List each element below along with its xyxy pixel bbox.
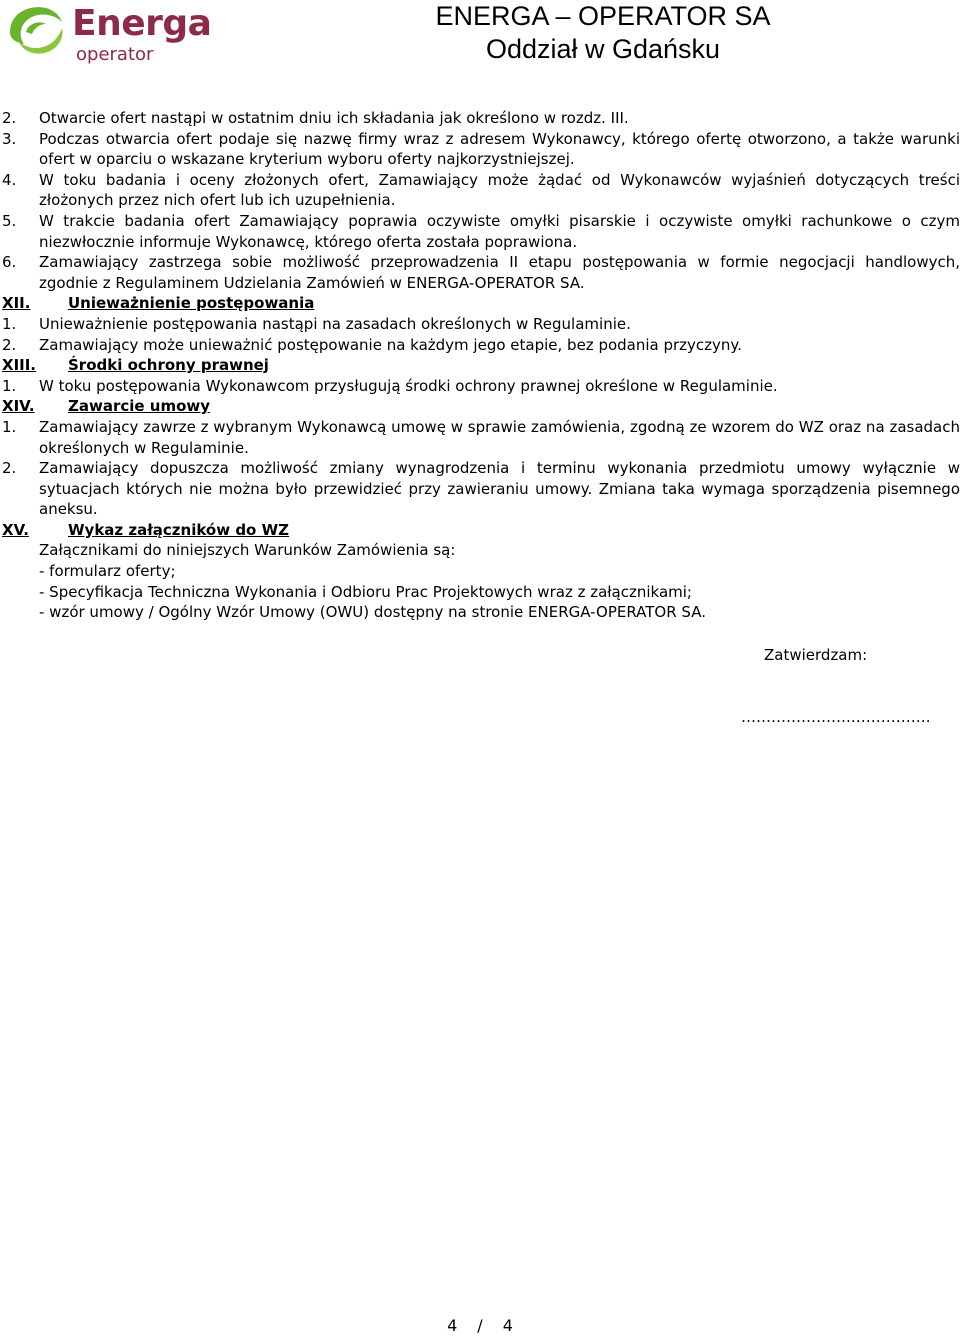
approval-label: Zatwierdzam: — [764, 646, 868, 664]
attachments-intro: Załącznikami do niniejszych Warunków Zamówienia są: — [39, 541, 456, 560]
attachment-item: - wzór umowy / Ogólny Wzór Umowy (OWU) dostępny na stronie ENERGA-OPERATOR SA. — [39, 603, 706, 622]
list-item — [0, 108, 960, 129]
item-text: Zamawiający zastrzega sobie możliwość przeprowadzenia II etapu postępowania w formie negocjacji handlowych, zgodnie z Regulaminem Udzielania Zamówień w ENERGA-OPERATOR SA. — [39, 253, 960, 292]
item-number: 4. — [2, 170, 17, 189]
item-text: W toku postępowania Wykonawcom przysługują środki ochrony prawnej określone w Regulaminie. — [39, 376, 778, 395]
section-heading-xv — [0, 520, 960, 541]
list-item — [0, 252, 960, 293]
item-number: 1. — [2, 376, 17, 395]
item-number: 1. — [2, 417, 17, 436]
list-item — [0, 458, 960, 520]
section-title: Unieważnienie postępowania — [68, 294, 315, 313]
section-number: XII. — [2, 294, 31, 313]
item-text: Zamawiający może unieważnić postępowanie na każdym jego etapie, bez podania przyczyny. — [39, 335, 742, 354]
section-title: Wykaz załączników do WZ — [68, 520, 290, 539]
item-text: W toku badania i oceny złożonych ofert, Zamawiający może żądać od Wykonawców wyjaśnień dotyczących treści złożonych przez nich ofert lub ich uzupełnienia. — [39, 170, 960, 210]
list-item — [0, 417, 960, 458]
page-header — [0, 0, 960, 80]
logo-energa-text: Energa — [72, 3, 212, 44]
item-text: W trakcie badania ofert Zamawiający poprawia oczywiste omyłki pisarskie i oczywiste omyłki rachunkowe o czym niezwłocznie informuje Wykonawcę, którego oferta została poprawiona. — [39, 211, 960, 251]
section-heading-xii — [0, 293, 960, 314]
item-number: 5. — [2, 211, 17, 230]
page-separator: / — [477, 1316, 483, 1335]
logo-operator-text: operator — [76, 44, 154, 65]
item-number: 6. — [2, 253, 17, 272]
company-name: ENERGA – OPERATOR SA — [435, 1, 771, 31]
section-heading-xiv — [0, 396, 960, 417]
list-item — [0, 314, 960, 335]
list-item — [0, 376, 960, 397]
branch-name: Oddział w Gdańsku — [485, 34, 721, 64]
attachment-item: - formularz oferty; — [39, 562, 176, 581]
section-title: Środki ochrony prawnej — [68, 356, 269, 375]
attachment-item: - Specyfikacja Techniczna Wykonania i Odbioru Prac Projektowych wraz z załącznikami; — [39, 582, 692, 601]
item-text: Unieważnienie postępowania nastąpi na zasadach określonych w Regulaminie. — [39, 314, 631, 333]
list-item — [0, 335, 960, 356]
page-number: 4 — [447, 1316, 458, 1335]
section-number: XIII. — [2, 356, 37, 375]
item-number: 2. — [2, 335, 17, 354]
energa-operator-logo — [4, 2, 212, 68]
section-number: XV. — [2, 520, 29, 539]
section-heading-xiii — [0, 355, 960, 376]
list-item — [0, 170, 960, 211]
energa-swirl-icon — [4, 2, 66, 60]
section-number: XIV. — [2, 397, 35, 416]
item-number: 1. — [2, 314, 17, 333]
page-total: 4 — [502, 1316, 513, 1335]
page-footer — [0, 1316, 960, 1335]
document-body — [0, 108, 960, 623]
item-number: 2. — [2, 109, 17, 127]
signature-line: ………………….……………. — [741, 708, 931, 726]
list-item — [0, 211, 960, 252]
section-title: Zawarcie umowy — [68, 397, 211, 416]
item-number: 2. — [2, 459, 17, 478]
item-text: Zamawiający dopuszcza możliwość zmiany wynagrodzenia i terminu wykonania przedmiotu umowy wyłącznie w sytuacjach których nie można było przewidzieć przy zawieraniu umowy. Zmiana taka wymaga sporządzenia pisemnego aneksu. — [39, 459, 960, 519]
item-text: Podczas otwarcia ofert podaje się nazwę firmy wraz z adresem Wykonawcy, którego ofertę otworzono, a także warunki ofert w oparciu o wskazane kryterium wyboru oferty najkorzystniejszej. — [39, 129, 960, 169]
item-number: 3. — [2, 129, 17, 148]
item-text: Otwarcie ofert nastąpi w ostatnim dniu ich składania jak określono w rozdz. III. — [39, 109, 629, 127]
list-item — [0, 129, 960, 170]
item-text: Zamawiający zawrze z wybranym Wykonawcą umowę w sprawie zamówienia, zgodną ze wzorem do WZ oraz na zasadach określonych w Regulaminie. — [39, 417, 960, 457]
